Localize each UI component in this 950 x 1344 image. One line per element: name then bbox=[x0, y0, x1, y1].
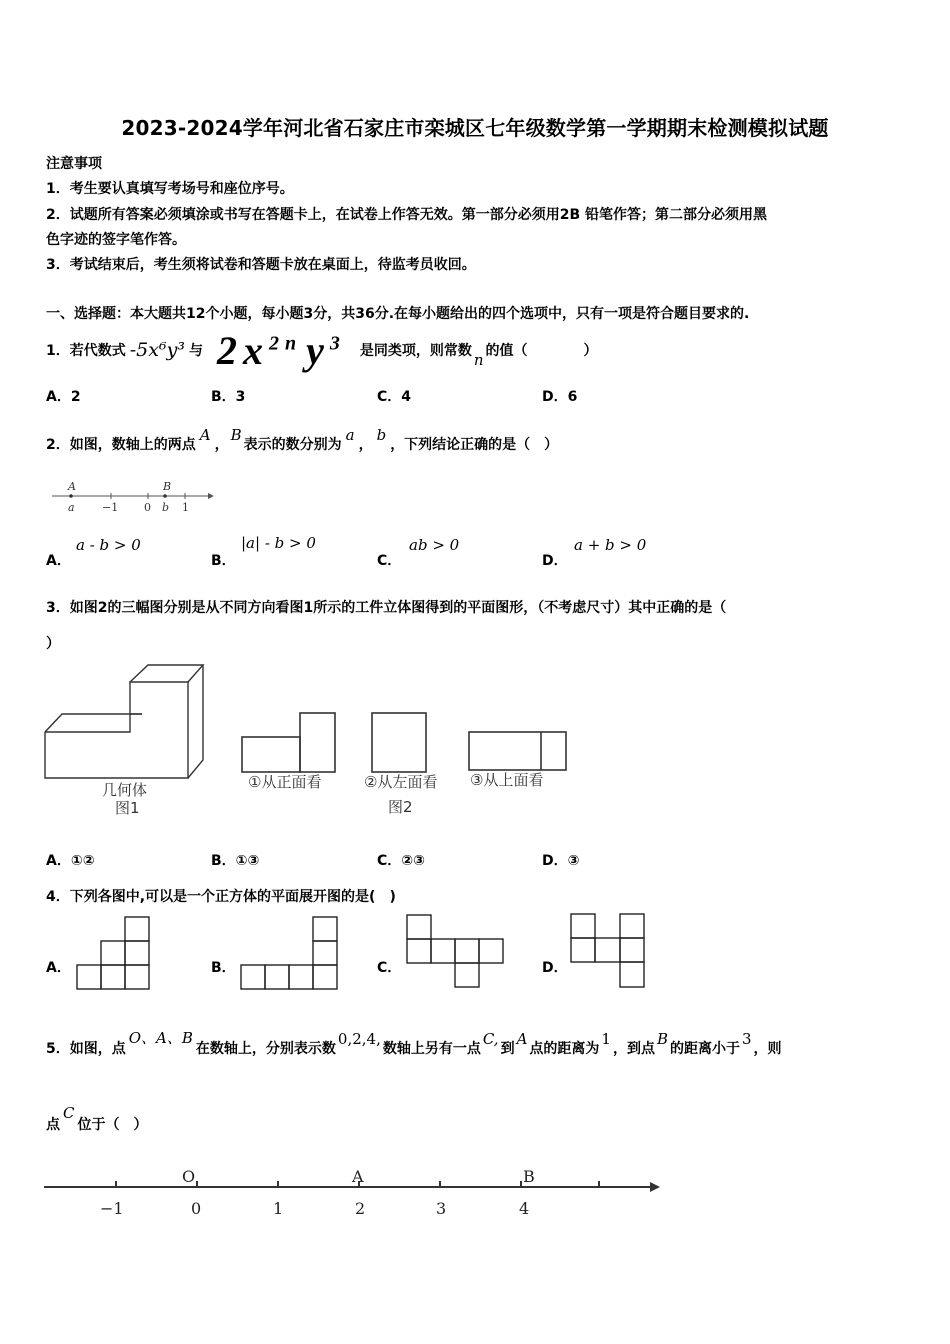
q3-figure-2 bbox=[238, 705, 573, 820]
q4-option-c[interactable]: C． bbox=[377, 960, 402, 976]
q2-axis-label-B: B bbox=[163, 480, 172, 493]
q1-option-d[interactable]: D．6 bbox=[542, 389, 578, 405]
q2-axis-label-b: b bbox=[162, 501, 170, 514]
notice-heading: 注意事项 bbox=[46, 156, 102, 172]
q2-point-a: A bbox=[199, 426, 211, 444]
q5-axis-tick: 1 bbox=[273, 1199, 284, 1218]
q5-nums: 0,2,4, bbox=[337, 1030, 381, 1048]
q3-fig1-caption: 图1 bbox=[115, 799, 140, 817]
question-5-cont: 点 C 位于（ ） bbox=[46, 1104, 148, 1133]
q3-option-a[interactable]: A．①② bbox=[46, 853, 95, 869]
q1-var: n bbox=[473, 351, 484, 369]
q1-expr2-exp: 2n bbox=[268, 332, 303, 355]
q5-point-c: C, bbox=[482, 1030, 499, 1048]
q2-sep: ， bbox=[214, 437, 229, 453]
q2-end: ，下列结论正确的是（ ） bbox=[390, 437, 559, 453]
q5-number-line bbox=[44, 1162, 674, 1224]
q5-axis-tick: 2 bbox=[355, 1199, 366, 1218]
q4-net-b[interactable] bbox=[240, 916, 342, 992]
q5-point-a: A bbox=[516, 1030, 528, 1048]
question-5: 5．如图，点 O、A、B 在数轴上，分别表示数 0,2,4, 数轴上另有一点 C, 到 A 点的距离为 1 ，到点 B 的距离小于 3 ，则 bbox=[46, 1029, 782, 1057]
q3-option-c[interactable]: C．②③ bbox=[377, 853, 425, 869]
q3-view-left: ②从左面看 bbox=[364, 773, 438, 791]
q3-option-b[interactable]: B．①③ bbox=[211, 853, 260, 869]
q2-mid: 表示的数分别为 bbox=[243, 437, 342, 453]
section-heading: 一、选择题：本大题共12个小题，每小题3分，共36分.在每小题给出的四个选项中，只有一项是符合题目要求的. bbox=[46, 306, 750, 322]
q1-expr1: -5x⁶y³ bbox=[129, 339, 185, 361]
q5-points: O、A、B bbox=[128, 1029, 193, 1047]
q4-net-c[interactable] bbox=[406, 914, 508, 992]
q5-point-b: B bbox=[656, 1030, 668, 1048]
q5-one: 1 bbox=[601, 1030, 611, 1048]
q5-three: 3 bbox=[741, 1030, 752, 1048]
q5-axis-tick: 4 bbox=[519, 1199, 530, 1218]
notice-item: 色字迹的签字笔作答。 bbox=[46, 232, 186, 248]
q5-axis-tick: 3 bbox=[436, 1199, 447, 1218]
q3-fig1-label: 几何体 bbox=[102, 781, 148, 799]
notice-item: 2．试题所有答案必须填涂或书写在答题卡上，在试卷上作答无效。第一部分必须用2B 铅笔作答；第二部分必须用黑 bbox=[46, 207, 768, 223]
q3-view-front: ①从正面看 bbox=[248, 773, 322, 791]
q1-option-c[interactable]: C．4 bbox=[377, 389, 412, 405]
page-title: 2023-2024学年河北省石家庄市栾城区七年级数学第一学期期末检测模拟试题 bbox=[121, 116, 829, 140]
question-1 bbox=[46, 325, 598, 375]
q1-expr2-yexp: 3 bbox=[329, 332, 346, 355]
q1-expr2 bbox=[217, 327, 346, 374]
q1-expr2-base: 2x bbox=[216, 327, 269, 373]
question-4: 4．下列各图中,可以是一个正方体的平面展开图的是( ) bbox=[46, 889, 396, 905]
q4-option-b[interactable]: B． bbox=[211, 960, 236, 976]
q2-axis-tick: 1 bbox=[182, 501, 189, 514]
q2-var-a: a bbox=[345, 426, 355, 444]
q3-option-d[interactable]: D．③ bbox=[542, 853, 580, 869]
q2-number-line bbox=[50, 478, 220, 518]
q2-axis-label-A: A bbox=[68, 480, 76, 493]
question-3-cont: ） bbox=[46, 636, 60, 652]
q4-net-a[interactable] bbox=[76, 916, 156, 992]
q1-mid: 与 bbox=[188, 343, 203, 359]
q2-sep: ， bbox=[358, 437, 373, 453]
q5-axis-label-B: B bbox=[523, 1167, 535, 1186]
notice-item: 3．考试结束后，考生须将试卷和答题卡放在桌面上，待监考员收回。 bbox=[46, 257, 476, 273]
q2-axis-tick: 0 bbox=[144, 501, 151, 514]
q3-fig2-caption: 图2 bbox=[388, 798, 413, 816]
question-2 bbox=[46, 420, 558, 454]
q5-axis-tick: −1 bbox=[100, 1199, 124, 1218]
q2-prefix: 2．如图，数轴上的两点 bbox=[46, 437, 196, 453]
q3-view-top: ③从上面看 bbox=[470, 771, 544, 789]
q1-prefix: 1．若代数式 bbox=[46, 343, 126, 359]
q5-axis-tick: 0 bbox=[191, 1199, 202, 1218]
q5-axis-label-A: A bbox=[352, 1167, 364, 1186]
notice-item: 1．考生要认真填写考场号和座位序号。 bbox=[46, 181, 294, 197]
q1-expr2-y: y bbox=[306, 327, 330, 373]
q2-var-b: b bbox=[376, 426, 387, 444]
question-3: 3．如图2的三幅图分别是从不同方向看图1所示的工件立体图得到的平面图形，（不考虑尺寸）其中正确的是（ bbox=[46, 600, 727, 616]
q4-option-d[interactable]: D． bbox=[542, 960, 568, 976]
q1-option-a[interactable]: A．2 bbox=[46, 389, 81, 405]
q2-point-b: B bbox=[230, 426, 242, 444]
q5-point-c2: C bbox=[63, 1104, 75, 1122]
q4-net-d[interactable] bbox=[570, 912, 650, 992]
q3-figure-1 bbox=[40, 660, 210, 820]
q1-end: 的值（ ） bbox=[485, 343, 598, 359]
q2-axis-label-a: a bbox=[68, 501, 75, 514]
q2-axis-tick: −1 bbox=[102, 501, 119, 514]
q1-suffix: 是同类项，则常数 bbox=[359, 343, 472, 359]
q4-option-a[interactable]: A． bbox=[46, 960, 71, 976]
q1-option-b[interactable]: B．3 bbox=[211, 389, 246, 405]
q5-axis-label-O: O bbox=[182, 1167, 196, 1186]
